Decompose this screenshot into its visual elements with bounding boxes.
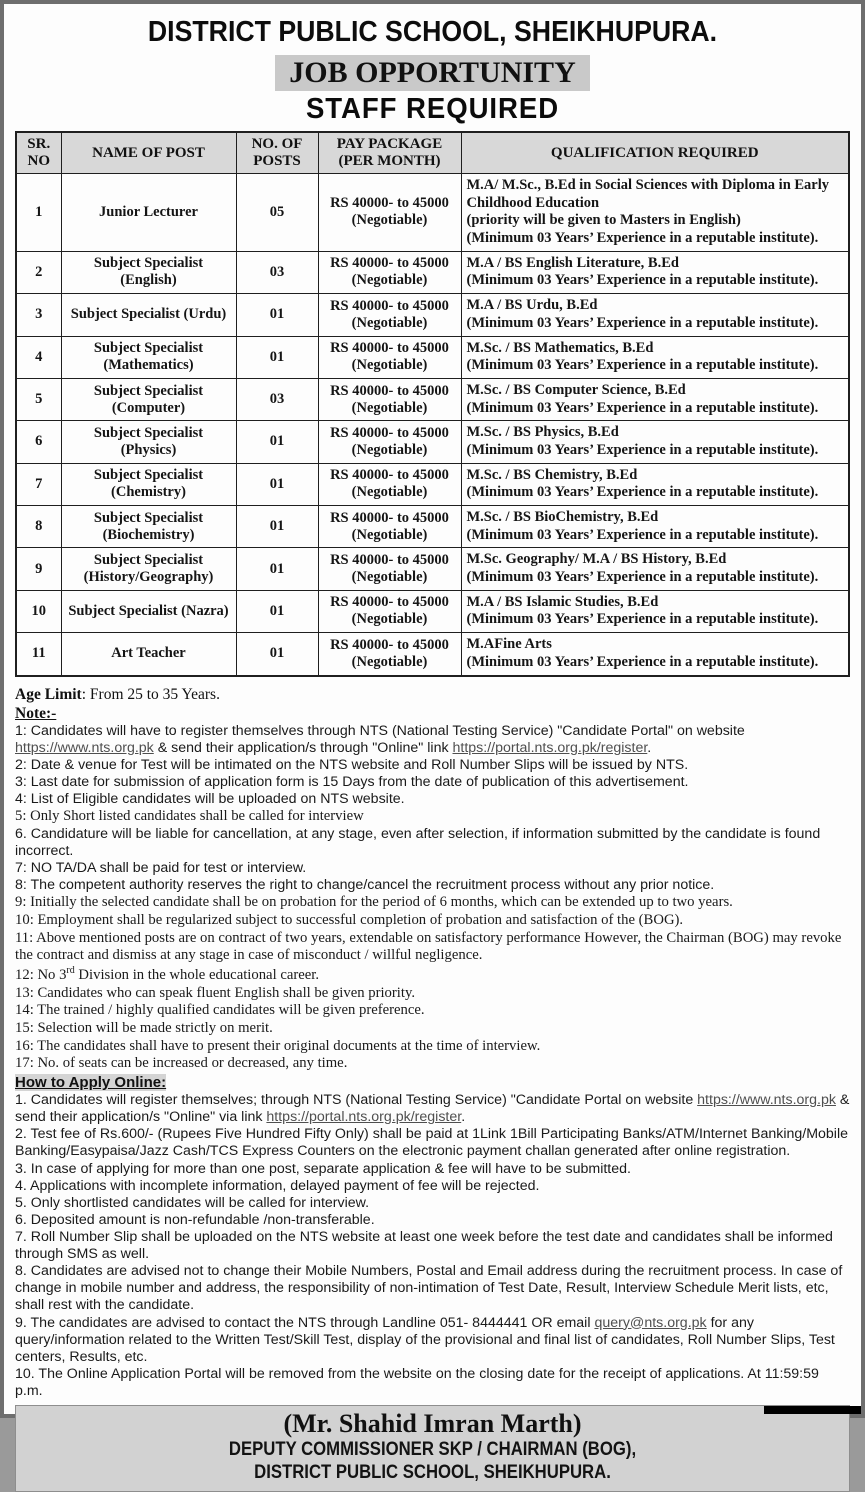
col-header-no-of-posts: NO. OF POSTS [236,132,318,174]
cell-no-of-posts: 01 [236,421,318,463]
note-item [15,1020,850,1038]
table-row [16,506,849,548]
cell-pay-package [318,174,461,252]
qualification-line: M.A / BS Islamic Studies, B.Ed [466,593,659,610]
text-segment: . [647,739,652,756]
cell-no-of-posts: 01 [236,548,318,590]
how-to-apply-list [15,1092,850,1400]
text-segment: & send their application/s through "Online" link [153,739,453,756]
cell-pay-package [318,548,461,590]
inline-link[interactable]: https://www.nts.org.pk [697,1092,836,1109]
table-row [16,633,849,676]
cell-no-of-posts: 03 [236,251,318,293]
cell-sr-no: 2 [16,251,61,293]
how-to-apply-heading: How to Apply Online: [15,1074,167,1092]
header-row [16,132,849,174]
inline-link[interactable]: query@nts.org.pk [594,1314,707,1331]
cell-sr-no: 6 [16,421,61,463]
cell-no-of-posts: 05 [236,174,318,252]
notes-heading: Note:- [15,704,57,722]
cell-post-name: Art Teacher [61,633,236,676]
text-segment: 12: No 3 [15,966,67,983]
cell-pay-package [318,463,461,505]
note-item [15,965,850,985]
text-segment: 8. Candidates are advised not to change their Mobile Numbers, Postal and Email address during the recruitment process. In case of change in mobile number and address, the responsibility of non-intimation of Test Date, Result, Interview Schedule Merit lists, etc, shall rest with the candidate. [15,1263,843,1314]
text-segment: rd [66,965,75,976]
note-item [15,1002,850,1020]
text-segment: 3: Last date for submission of application form is 15 Days from the date of publication of this advertisement. [15,773,689,790]
table-row [16,590,849,632]
cell-no-of-posts: 01 [236,633,318,676]
cell-no-of-posts: 01 [236,506,318,548]
table-row [16,378,849,420]
pay-line: RS 40000- to 45000 [330,340,449,357]
note-item [15,826,850,860]
staff-required-heading: STAFF REQUIRED [305,93,560,125]
apply-item [15,1126,850,1160]
col-header-name-of-post: NAME OF POST [61,132,236,174]
qualification-line: (Minimum 03 Years’ Experience in a reputable institute). [466,441,819,458]
text-segment: 2: Date & venue for Test will be intimated on the NTS website and Roll Number Slips will be issued by NTS. [15,756,689,773]
pay-line: RS 40000- to 45000 [330,594,449,611]
cell-post-name: Subject Specialist (Mathematics) [61,336,236,378]
qualification-line: M.A / BS Urdu, B.Ed [466,297,598,314]
qualification-line: (Minimum 03 Years’ Experience in a reputable institute). [466,653,819,670]
scan-artifact-bar [764,1406,861,1414]
text-segment: 6. Deposited amount is non-refundable /non-transferable. [15,1211,375,1228]
qualification-line: (Minimum 03 Years’ Experience in a reputable institute). [466,399,819,416]
text-segment: 8: The competent authority reserves the right to change/cancel the recruitment process without any prior notice. [15,877,715,894]
text-segment: 5. Only shortlisted candidates will be called for interview. [15,1194,370,1211]
qualification-line: (Minimum 03 Years’ Experience in a reputable institute). [466,314,819,331]
text-segment: 2. Test fee of Rs.600/- (Rupees Five Hundred Fifty Only) shall be paid at 1Link 1Bill Participating Banks/ATM/Internet Banking/Mobile Banking/Easypaisa/Jazz Cash/TCS Express Counters on the electronic payment challan generated after online registration. [15,1126,849,1160]
qualification-line: (Minimum 03 Years’ Experience in a reputable institute). [466,569,819,586]
qualification-line: M.Sc. Geography/ M.A / BS History, B.Ed [466,551,727,568]
note-item [15,774,850,791]
cell-pay-package [318,336,461,378]
text-segment: . [461,1109,466,1126]
table-row [16,336,849,378]
age-limit-label: Age Limit [15,685,82,703]
text-segment: 5: Only Short listed candidates shall be called for interview [15,808,364,825]
cell-pay-package [318,294,461,336]
text-segment: 4: List of Eligible candidates will be uploaded on NTS website. [15,790,405,807]
cell-qualification [461,336,849,378]
job-opportunity-heading: JOB OPPORTUNITY [275,55,589,91]
cell-no-of-posts: 01 [236,294,318,336]
qualification-line: (Minimum 03 Years’ Experience in a reputable institute). [466,357,819,374]
text-segment: 7. Roll Number Slip shall be uploaded on the NTS website at least one week before the test date and candidates shall be informed through SMS as well. [15,1228,833,1263]
cell-sr-no: 8 [16,506,61,548]
cell-no-of-posts: 03 [236,378,318,420]
notes-section-heading-wrap [15,705,850,723]
cell-post-name: Subject Specialist (Urdu) [61,294,236,336]
cell-pay-package [318,506,461,548]
page-title: DISTRICT PUBLIC SCHOOL, SHEIKHUPURA. [147,16,718,48]
qualification-line: M.A/ M.Sc., B.Ed in Social Sciences with Diploma in Early Childhood Education [466,177,830,211]
pay-line: (Negotiable) [351,441,428,458]
cell-pay-package [318,421,461,463]
pay-line: (Negotiable) [351,272,428,289]
apply-item [15,1229,850,1263]
text-segment: 10. The Online Application Portal will be removed from the website on the closing date for the receipt of applications. At 11:59:59 p.m. [15,1365,819,1399]
cell-post-name: Subject Specialist (Physics) [61,421,236,463]
cell-qualification [461,421,849,463]
pay-line: RS 40000- to 45000 [330,382,449,399]
qualification-line: M.Sc. / BS Physics, B.Ed [466,424,619,441]
note-item [15,791,850,808]
pay-line: RS 40000- to 45000 [330,195,449,212]
pay-line: RS 40000- to 45000 [330,636,449,653]
pay-line: RS 40000- to 45000 [330,552,449,569]
cell-sr-no: 3 [16,294,61,336]
signature-block [15,1405,850,1492]
text-segment: 3. In case of applying for more than one post, separate application & fee will have to be submitted. [15,1160,631,1177]
table-row [16,421,849,463]
cell-post-name: Subject Specialist (Nazra) [61,590,236,632]
apply-item [15,1366,850,1400]
cell-qualification [461,548,849,590]
apply-section-heading-wrap [15,1074,850,1092]
table-row [16,463,849,505]
cell-post-name: Subject Specialist (Biochemistry) [61,506,236,548]
pay-line: (Negotiable) [351,569,428,586]
cell-qualification [461,294,849,336]
apply-item [15,1263,850,1314]
cell-qualification [461,463,849,505]
qualification-line: (priority will be given to Masters in English) [466,212,741,229]
text-segment: 13: Candidates who can speak fluent English shall be given priority. [15,984,416,1001]
job-opportunity-banner [15,55,850,91]
cell-qualification [461,378,849,420]
cell-post-name: Junior Lecturer [61,174,236,252]
cell-pay-package [318,378,461,420]
notes-list [15,723,850,1074]
signatory-name: (Mr. Shahid Imran Marth) [283,1409,582,1439]
pay-line: (Negotiable) [351,357,428,374]
pay-line: (Negotiable) [351,611,428,628]
inline-link[interactable]: https://www.nts.org.pk [15,739,154,756]
qualification-line: M.Sc. / BS Computer Science, B.Ed [466,381,686,398]
text-segment: 9: Initially the selected candidate shall be on probation for the period of 6 months, which can be extended up to two years. [15,894,733,911]
cell-pay-package [318,590,461,632]
cell-sr-no: 4 [16,336,61,378]
inline-link[interactable]: https://portal.nts.org.pk/register [452,739,648,756]
text-segment: 6. Candidature will be liable for cancellation, at any stage, even after selection, if information submitted by the candidate is found incorrect. [15,825,821,859]
pay-line: (Negotiable) [351,399,428,416]
qualification-line: (Minimum 03 Years’ Experience in a reputable institute). [466,611,819,628]
table-row [16,174,849,252]
posts-table-header [16,132,849,174]
cell-qualification [461,633,849,676]
note-item [15,757,850,774]
cell-sr-no: 10 [16,590,61,632]
cell-no-of-posts: 01 [236,590,318,632]
note-item [15,985,850,1003]
age-limit-value: : From 25 to 35 Years. [81,685,220,703]
pay-line: (Negotiable) [351,653,428,670]
pay-line: RS 40000- to 45000 [330,297,449,314]
cell-qualification [461,506,849,548]
col-header-qualification: QUALIFICATION REQUIRED [461,132,849,174]
note-item [15,930,850,965]
text-segment: 9. The candidates are advised to contact the NTS through Landline 051- 8444441 OR email [15,1314,595,1331]
cell-qualification [461,590,849,632]
pay-line: (Negotiable) [351,314,428,331]
apply-item [15,1161,850,1178]
text-segment: 14: The trained / highly qualified candidates will be given preference. [15,1002,425,1019]
cell-sr-no: 5 [16,378,61,420]
note-item [15,1038,850,1056]
col-header-pay-package: PAY PACKAGE (PER MONTH) [318,132,461,174]
inline-link[interactable]: https://portal.nts.org.pk/register [266,1109,462,1126]
col-header-sr-no: SR. NO [16,132,61,174]
cell-post-name: Subject Specialist (Computer) [61,378,236,420]
pay-line: RS 40000- to 45000 [330,467,449,484]
cell-pay-package [318,251,461,293]
age-limit-line [15,686,850,704]
apply-item [15,1315,850,1366]
posts-table-body [16,174,849,676]
apply-item [15,1178,850,1195]
qualification-line: M.A / BS English Literature, B.Ed [466,254,679,271]
pay-line: (Negotiable) [351,212,428,229]
qualification-line: (Minimum 03 Years’ Experience in a reputable institute). [466,526,819,543]
qualification-line: M.Sc. / BS BioChemistry, B.Ed [466,509,659,525]
qualification-line: (Minimum 03 Years’ Experience in a reputable institute). [466,272,819,289]
cell-pay-package [318,633,461,676]
cell-sr-no: 11 [16,633,61,676]
qualification-line: (Minimum 03 Years’ Experience in a reputable institute). [466,230,819,247]
posts-table [15,131,850,677]
cell-no-of-posts: 01 [236,463,318,505]
text-segment: 16: The candidates shall have to present their original documents at the time of interview. [15,1037,541,1054]
pay-line: RS 40000- to 45000 [330,509,449,526]
table-row [16,294,849,336]
apply-item [15,1212,850,1229]
text-segment: 11: Above mentioned posts are on contract of two years, extendable on satisfactory performance However, the Chairman (BOG) may revoke the contract and dismiss at any stage in case of misconduct / willful negligence. [15,929,842,964]
text-segment: 7: NO TA/DA shall be paid for test or interview. [15,859,307,876]
qualification-line: M.Sc. / BS Mathematics, B.Ed [466,339,654,356]
text-segment: 1: Candidates will have to register themselves through NTS (National Testing Service) "Candidate Portal" on website [15,722,745,739]
cell-qualification [461,174,849,252]
note-item [15,808,850,826]
qualification-line: M.AFine Arts [466,636,552,653]
cell-post-name: Subject Specialist (English) [61,251,236,293]
cell-qualification [461,251,849,293]
note-item [15,860,850,877]
note-item [15,1055,850,1073]
text-segment: for any query/information related to the Written Test/Skill Test, display of the provisional and final list of candidates, Roll Number Slips, Test centers, Results, etc. [15,1314,835,1365]
cell-sr-no: 7 [16,463,61,505]
cell-sr-no: 9 [16,548,61,590]
apply-item [15,1092,850,1126]
text-segment: 4. Applications with incomplete information, delayed payment of fee will be rejected. [15,1177,540,1194]
text-segment: 15: Selection will be made strictly on merit. [15,1020,273,1036]
pay-line: RS 40000- to 45000 [330,255,449,272]
signatory-organization: DISTRICT PUBLIC SCHOOL, SHEIKHUPURA. [254,1461,611,1483]
pay-line: (Negotiable) [351,526,428,543]
apply-item [15,1195,850,1212]
table-row [16,251,849,293]
table-row [16,548,849,590]
note-item [15,912,850,930]
pay-line: (Negotiable) [351,484,428,501]
cell-post-name: Subject Specialist (History/Geography) [61,548,236,590]
note-item [15,723,850,757]
signatory-designation: DEPUTY COMMISSIONER SKP / CHAIRMAN (BOG), [228,1439,637,1461]
note-item [15,877,850,894]
pay-line: RS 40000- to 45000 [330,424,449,441]
text-segment: & send their application/s "Online" via link [15,1092,850,1126]
qualification-line: (Minimum 03 Years’ Experience in a reputable institute). [466,484,819,501]
text-segment: Division in the whole educational career. [74,966,320,983]
cell-no-of-posts: 01 [236,336,318,378]
qualification-line: M.Sc. / BS Chemistry, B.Ed [466,466,638,483]
text-segment: 10: Employment shall be regularized subject to successful completion of probation and satisfaction of the (BOG). [15,911,684,928]
cell-post-name: Subject Specialist (Chemistry) [61,463,236,505]
text-segment: 17: No. of seats can be increased or decreased, any time. [15,1055,348,1072]
cell-sr-no: 1 [16,174,61,252]
note-item [15,894,850,912]
text-segment: 1. Candidates will register themselves; through NTS (National Testing Service) "Candidate Portal on website [15,1092,698,1109]
